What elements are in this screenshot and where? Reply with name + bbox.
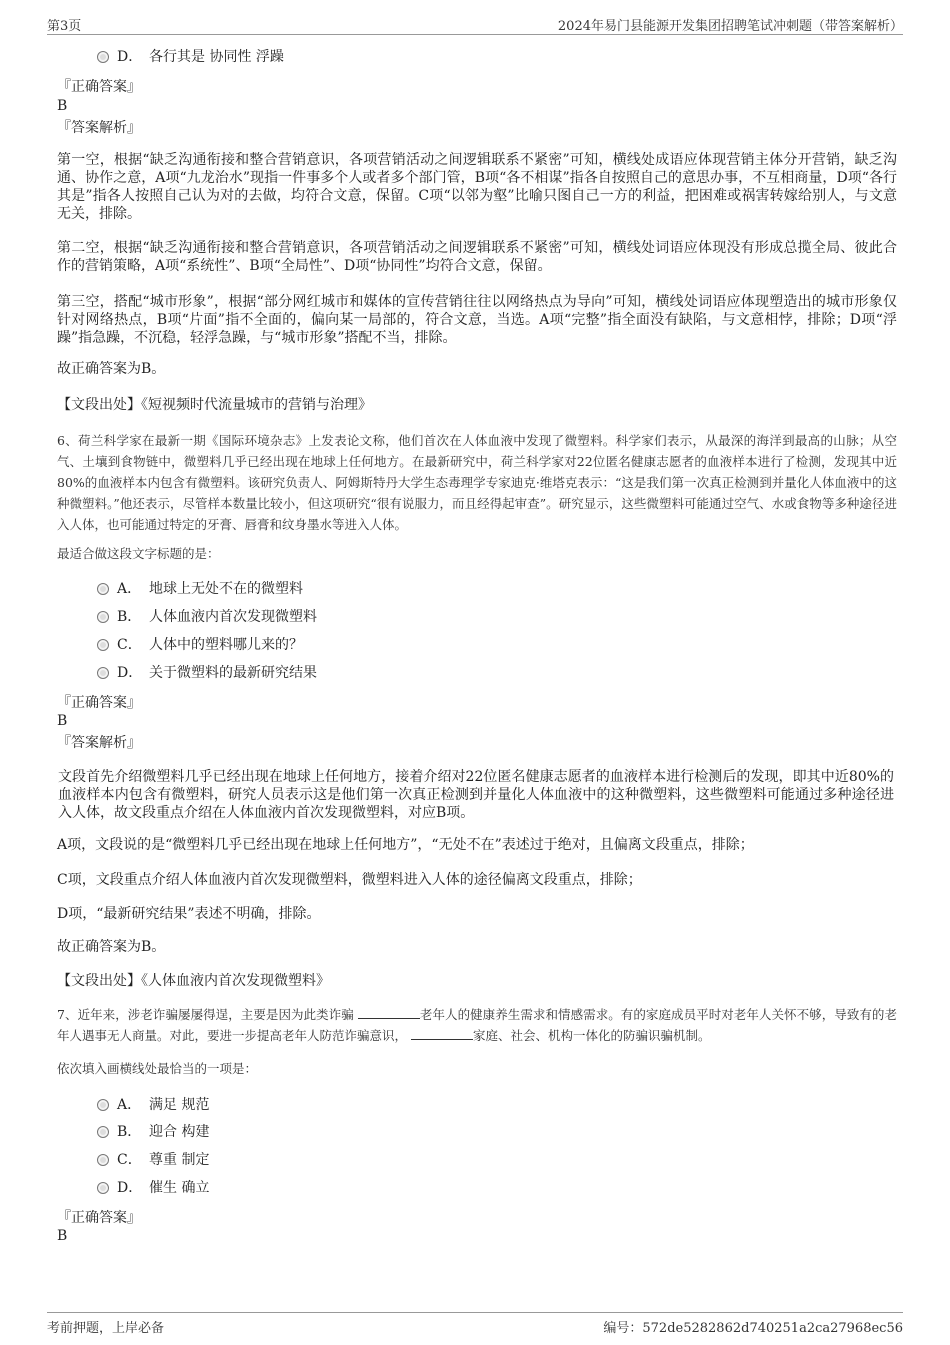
option-letter: A． — [117, 1097, 142, 1113]
radio-icon[interactable] — [97, 51, 109, 63]
q6-analysis-paragraph: A项，文段说的是“微塑料几乎已经出现在地球上任何地方”，“无处不在”表述过于绝对，且偏离文段重点，排除； — [57, 837, 754, 853]
option-letter: D． — [117, 49, 143, 65]
option-text: 人体中的塑料哪儿来的？ — [149, 637, 303, 653]
q6-source: 【文段出处】《人体血液内首次发现微塑料》 — [57, 973, 330, 989]
q6-answer: B — [57, 713, 68, 729]
q7-passage-part1: 7、近年来，涉老诈骗屡屡得逞，主要是因为此类诈骗 — [57, 1007, 358, 1022]
q5-answer-label: 『正确答案』 — [57, 79, 141, 95]
option-letter: A． — [117, 581, 142, 597]
q5-analysis-paragraph: 第三空，搭配“城市形象”，根据“部分网红城市和媒体的宣传营销往往以网络热点为导向”可知，横线处词语应体现塑造出的城市形象仅针对网络热点，B项“片面”指不全面的，偏向某一局部的，符合文意，当选。A项“完整”指全面没有缺陷，与文意相悖，排除；D项“浮躁”指急躁，不沉稳，轻浮急躁，与“城市形象”搭配不当，排除。 — [57, 294, 897, 346]
q5-analysis-paragraph: 第二空，根据“缺乏沟通衔接和整合营销意识，各项营销活动之间逻辑联系不紧密”可知，横线处词语应体现没有形成总揽全局、彼此合作的营销策略，A项“系统性”、B项“全局性”、D项“协同性”均符合文意，保留。 — [57, 240, 897, 274]
q5-conclusion: 故正确答案为B。 — [57, 361, 166, 377]
page-footer — [47, 1312, 903, 1335]
option-text: 关于微塑料的最新研究结果 — [149, 665, 317, 681]
option-letter: D． — [117, 1180, 143, 1196]
option-letter: B． — [117, 609, 142, 625]
option-letter: D． — [117, 665, 143, 681]
q7-passage — [57, 1004, 897, 1046]
q6-answer-label: 『正确答案』 — [57, 695, 141, 711]
radio-icon[interactable] — [97, 1126, 109, 1138]
q5-answer: B — [57, 98, 68, 114]
document-code: 编号：572de5282862d740251a2ca27968ec56 — [603, 1321, 903, 1336]
q6-passage: 6、荷兰科学家在最新一期《国际环境杂志》上发表论文称，他们首次在人体血液中发现了微塑料。科学家们表示，从最深的海洋到最高的山脉；从空气、土壤到食物链中，微塑料几乎已经出现在地球上任何地方。在最新研究中，荷兰科学家对22位匿名健康志愿者的血液样本进行了检测，发现其中近80%的血液样本内包含有微塑料。该研究负责人、阿姆斯特丹大学生态毒理学专家迪克·维塔克表示：“这是我们第一次真正检测到并量化人体血液中的这种微塑料。”他还表示，尽管样本数量比较小，但这项研究“很有说服力，而且经得起审查”。研究显示，这些微塑料可能通过空气、水或食物等多种途径进入人体，也可能通过特定的牙膏、唇膏和纹身墨水等进入人体。 — [57, 433, 897, 532]
radio-icon[interactable] — [97, 1182, 109, 1194]
option-letter: B． — [117, 1124, 142, 1140]
q6-analysis-label: 『答案解析』 — [57, 735, 141, 751]
q7-answer-label: 『正确答案』 — [57, 1210, 141, 1226]
radio-icon[interactable] — [97, 1099, 109, 1111]
q6-conclusion: 故正确答案为B。 — [57, 939, 166, 955]
q7-passage-part2: 老年人的健康养生需求和情感需求。有的家庭成员平时对老年人关怀不够，导致有的老年人遇事无人商量。对此，要进一步提高老年人防范诈骗意识， — [57, 1007, 897, 1043]
option-text: 迎合 构建 — [149, 1124, 210, 1140]
page-number: 第3页 — [47, 19, 82, 34]
document-title: 2024年易门县能源开发集团招聘笔试冲刺题（带答案解析） — [557, 19, 903, 34]
radio-icon[interactable] — [97, 639, 109, 651]
option-text: 各行其是 协同性 浮躁 — [149, 49, 284, 65]
q6-analysis-paragraph: C项，文段重点介绍人体血液内首次发现微塑料，微塑料进入人体的途径偏离文段重点，排除； — [57, 872, 642, 888]
radio-icon[interactable] — [97, 1154, 109, 1166]
q7-answer: B — [57, 1228, 68, 1244]
option-text: 地球上无处不在的微塑料 — [149, 581, 303, 597]
option-text: 尊重 制定 — [149, 1152, 210, 1168]
q6-analysis-paragraph: D项，“最新研究结果”表述不明确，排除。 — [57, 906, 321, 922]
fill-blank-2 — [411, 1027, 473, 1040]
radio-icon[interactable] — [97, 667, 109, 679]
fill-blank-1 — [358, 1006, 420, 1019]
radio-icon[interactable] — [97, 611, 109, 623]
option-text: 满足 规范 — [149, 1097, 210, 1113]
q6-prompt: 最适合做这段文字标题的是： — [57, 546, 220, 561]
q5-analysis-paragraph: 第一空，根据“缺乏沟通衔接和整合营销意识，各项营销活动之间逻辑联系不紧密”可知，横线处成语应体现营销主体分开营销，缺乏沟通、协作之意，A项“九龙治水”现指一件事多个人或者多个部门管，B项“各不相谋”指各自按照自己的意思办事，不互相商量，D项“各行其是”指各人按照自己认为对的去做，均符合文意，保留。C项“以邻为壑”比喻只图自己一方的利益，把困难或祸害转嫁给别人，与文意无关，排除。 — [57, 152, 897, 222]
q7-prompt: 依次填入画横线处最恰当的一项是： — [57, 1061, 258, 1076]
option-text: 人体血液内首次发现微塑料 — [149, 609, 317, 625]
footer-slogan: 考前押题，上岸必备 — [47, 1321, 165, 1336]
option-letter: C． — [117, 1152, 142, 1168]
q5-analysis-label: 『答案解析』 — [57, 120, 141, 136]
page-header — [47, 12, 903, 35]
option-text: 催生 确立 — [149, 1180, 210, 1196]
radio-icon[interactable] — [97, 583, 109, 595]
option-letter: C． — [117, 637, 142, 653]
q6-analysis-paragraph: 文段首先介绍微塑料几乎已经出现在地球上任何地方，接着介绍对22位匿名健康志愿者的血液样本进行检测后的发现，即其中近80%的血液样本内包含有微塑料，研究人员表示这是他们第一次真正检测到并量化人体血液中的这种微塑料，这些微塑料可能通过多种途径进入人体，故文段重点介绍在人体血液内首次发现微塑料，对应B项。 — [58, 769, 894, 821]
q7-passage-part3: 家庭、社会、机构一体化的防骗识骗机制。 — [473, 1028, 711, 1043]
q5-source: 【文段出处】《短视频时代流量城市的营销与治理》 — [57, 397, 372, 413]
